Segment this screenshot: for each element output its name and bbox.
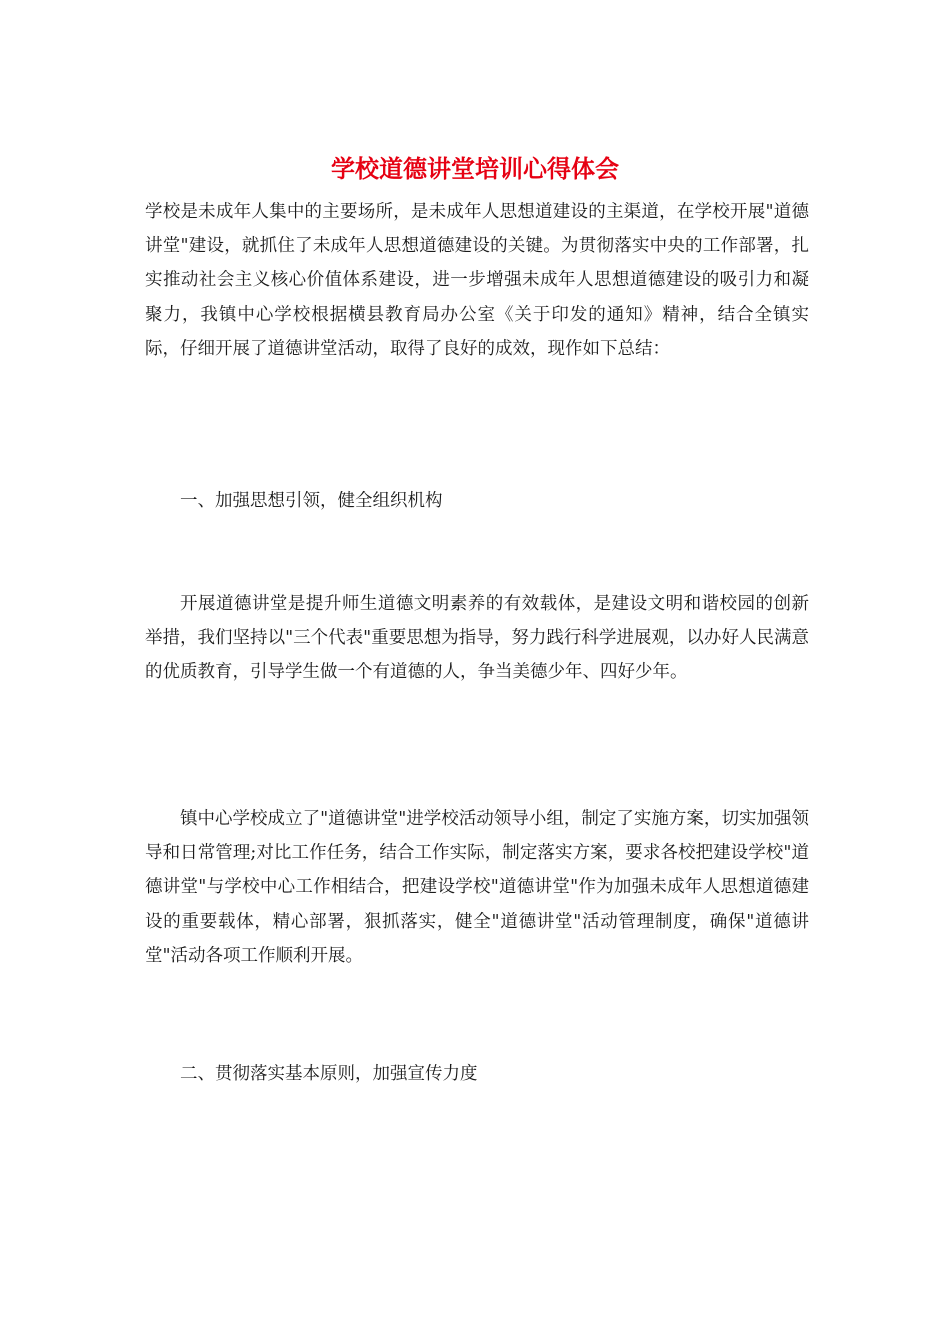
body-paragraph-2: 镇中心学校成立了"道德讲堂"进学校活动领导小组，制定了实施方案，切实加强领导和日常管理;对比工作任务，结合工作实际，制定落实方案，要求各校把建设学校"道德讲堂"与学校中心工作相结合，把建设学校"道德讲堂"作为加强未成年人思想道德建设的重要载体，精心部署，狠抓落实，健全"道德讲堂"活动管理制度，确保"道德讲堂"活动各项工作顺利开展。 xyxy=(145,809,809,966)
section-heading-1: 一、加强思想引领，健全组织机构 xyxy=(180,491,443,511)
section-heading-2: 二、贯彻落实基本原则，加强宣传力度 xyxy=(180,1064,478,1084)
body-paragraph-1: 开展道德讲堂是提升师生道德文明素养的有效载体，是建设文明和谐校园的创新举措，我们坚持以"三个代表"重要思想为指导，努力践行科学进展观，以办好人民满意的优质教育，引导学生做一个有道德的人，争当美德少年、四好少年。 xyxy=(145,594,809,683)
intro-paragraph: 学校是未成年人集中的主要场所，是未成年人思想道建设的主渠道，在学校开展"道德讲堂"建设，就抓住了未成年人思想道德建设的关键。为贯彻落实中央的工作部署，扎实推动社会主义核心价值体系建设，进一步增强未成年人思想道德建设的吸引力和凝聚力，我镇中心学校根据横县教育局办公室《关于印发的通知》精神，结合全镇实际，仔细开展了道德讲堂活动，取得了良好的成效，现作如下总结： xyxy=(145,202,809,359)
document-title: 学校道德讲堂培训心得体会 xyxy=(331,154,619,183)
